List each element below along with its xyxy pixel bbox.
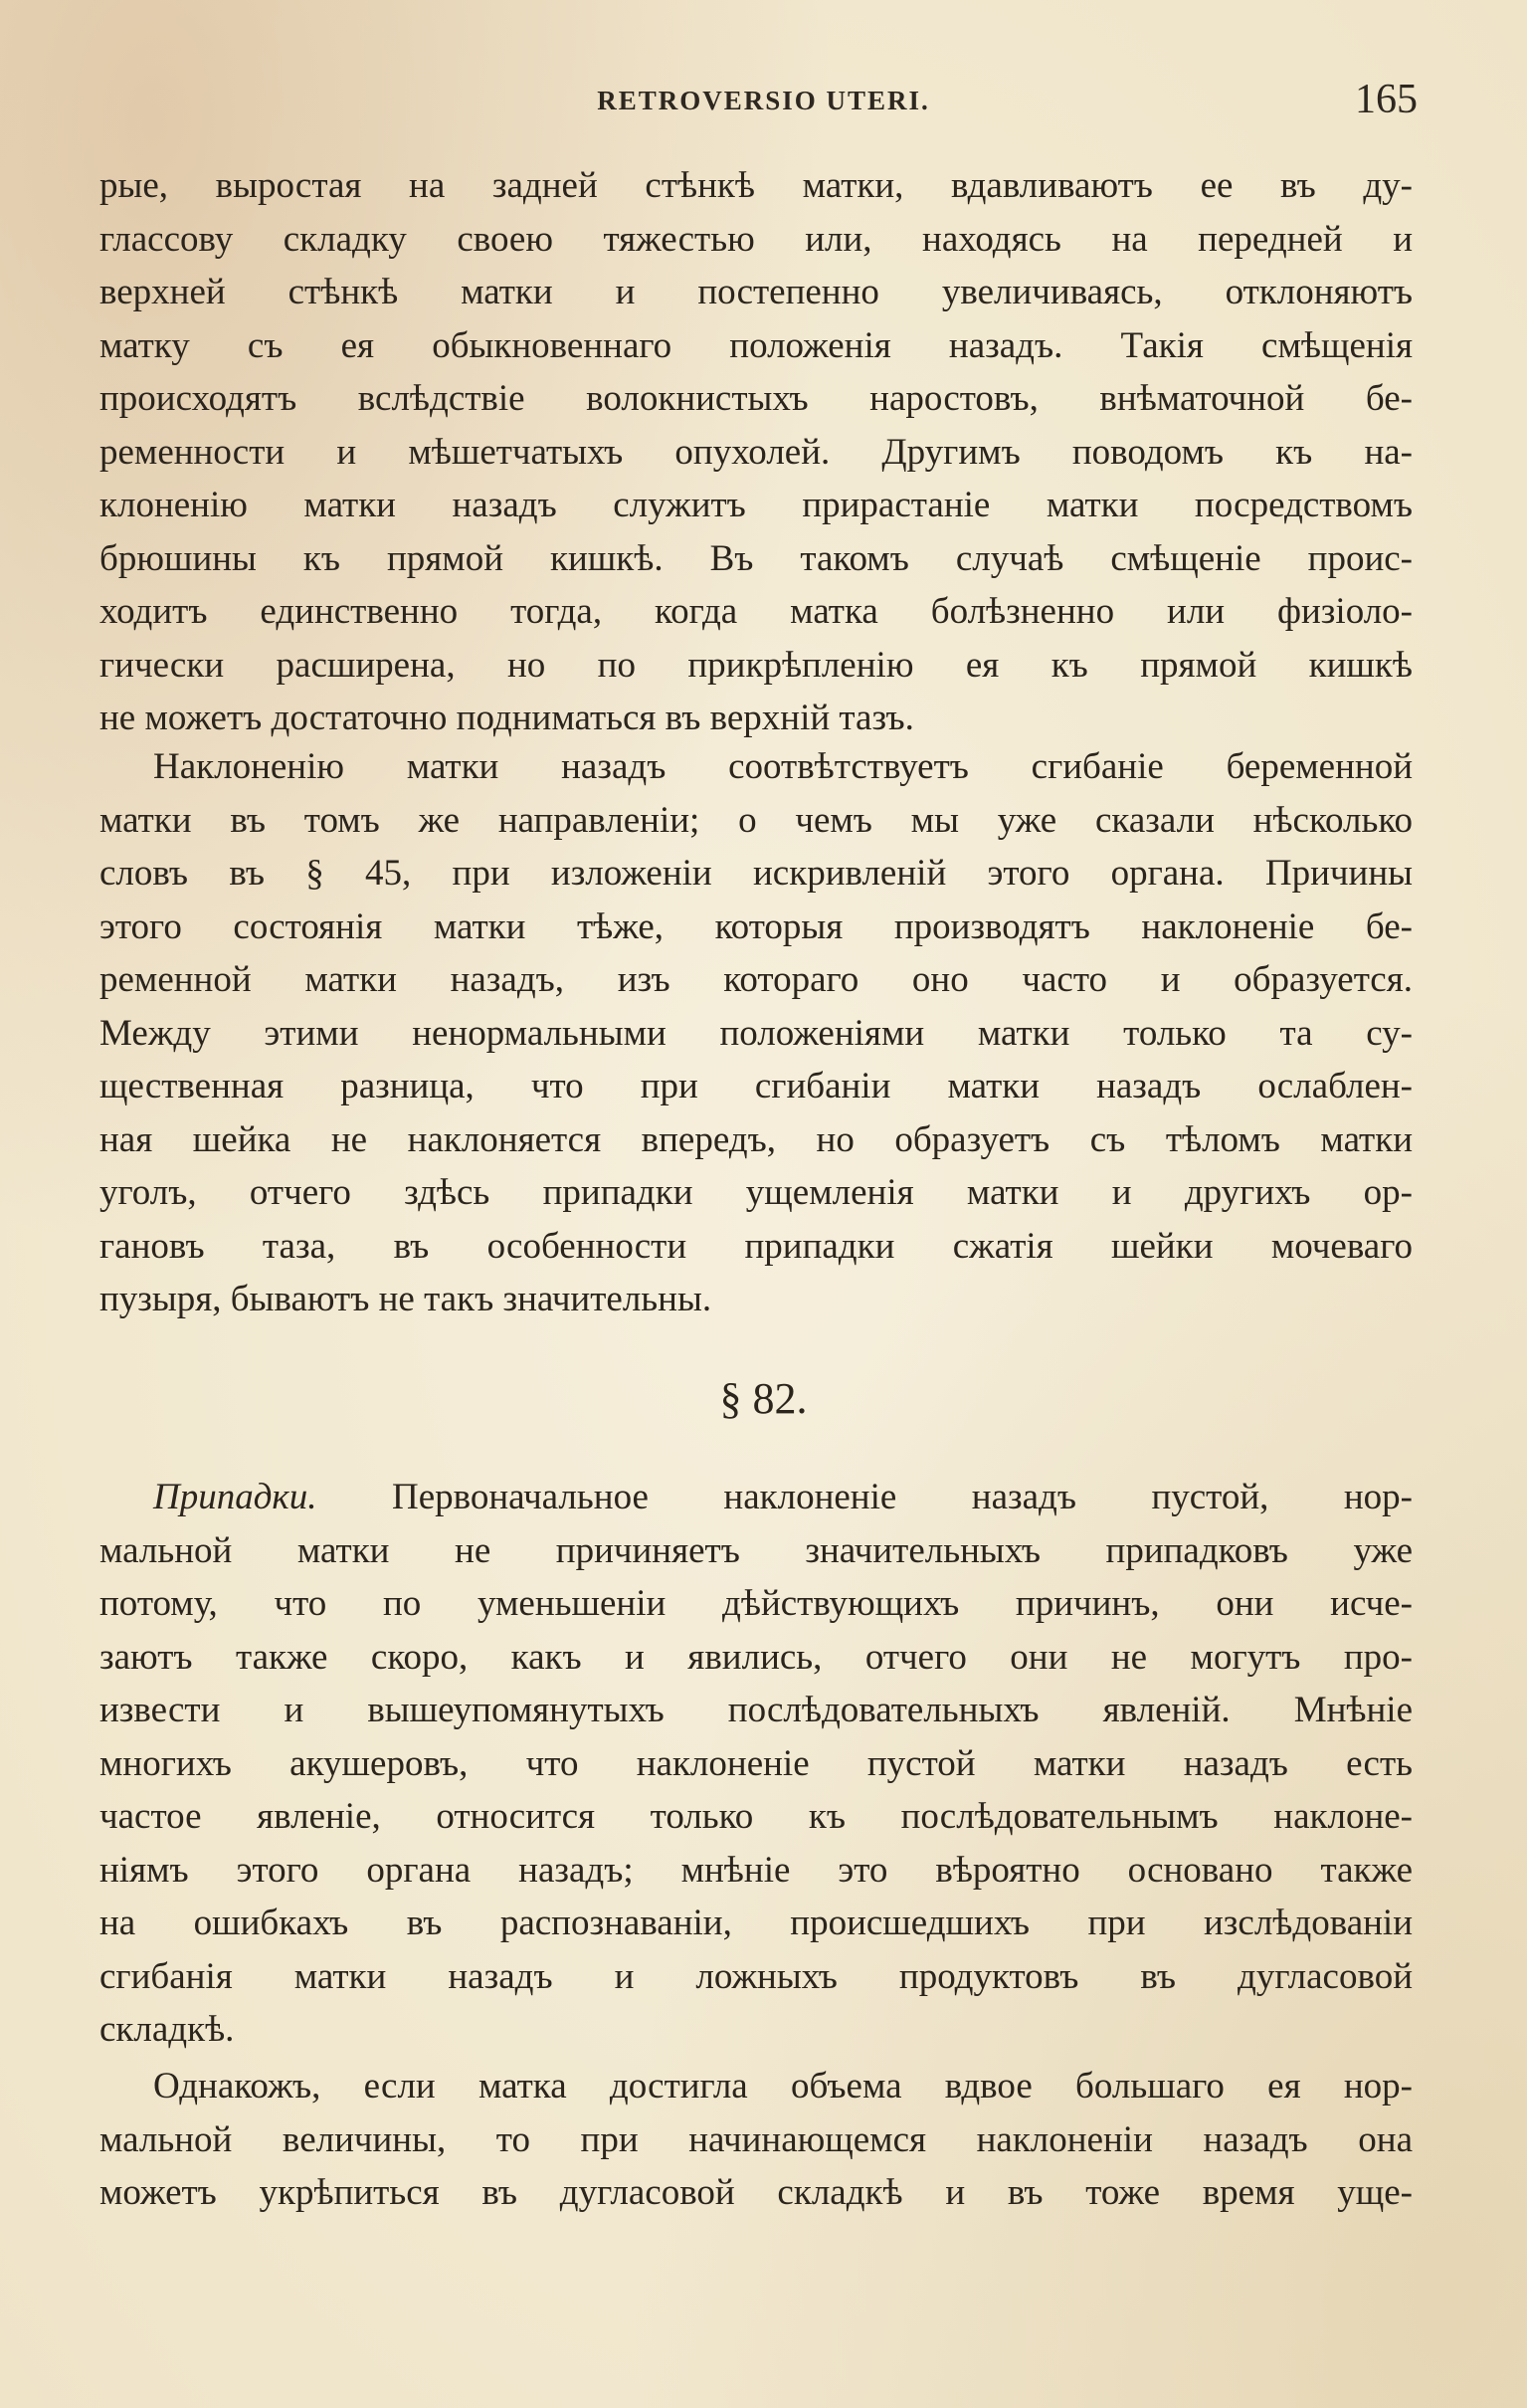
text-line: матку съ ея обыкновеннаго положенія назадъ. Такія смѣщенія <box>99 324 1413 366</box>
text-line: сгибанія матки назадъ и ложныхъ продуктовъ въ дугласовой <box>99 1955 1413 1997</box>
text-line: извести и вышеупомянутыхъ послѣдовательныхъ явленій. Мнѣніе <box>99 1690 1413 1730</box>
text-line: Между этими ненормальными положеніями матки только та су- <box>99 1012 1413 1054</box>
text-line: потому, что по уменьшеніи дѣйствующихъ причинъ, они исче- <box>99 1583 1413 1624</box>
text-line: происходятъ вслѣдствіе волокнистыхъ наростовъ, внѣматочной бе- <box>99 378 1413 419</box>
text-line: ременности и мѣшетчатыхъ опухолей. Другимъ поводомъ къ на- <box>99 431 1413 473</box>
text-line: складкѣ. <box>99 2009 235 2050</box>
text-line: ная шейка не наклоняется впередъ, но образуетъ съ тѣломъ матки <box>99 1118 1413 1160</box>
text-line: Однакожъ, если матка достигла объема вдвое большаго ея нор- <box>153 2066 1413 2107</box>
text-line: ніямъ этого органа назадъ; мнѣніе это вѣроятно основано также <box>99 1849 1413 1891</box>
paragraph-1 <box>99 159 1413 745</box>
text-line: многихъ акушеровъ, что наклоненіе пустой матки назадъ есть <box>99 1742 1413 1784</box>
text-line: уголъ, отчего здѣсь припадки ущемленія матки и другихъ ор- <box>99 1172 1413 1213</box>
paragraph-3 <box>99 1471 1413 2057</box>
text-line: мальной матки не причиняетъ значительныхъ припадковъ уже <box>99 1529 1413 1571</box>
text-line: рые, выростая на задней стѣнкѣ матки, вдавливаютъ ее въ ду- <box>99 165 1413 206</box>
text-line: гически расширена, но по прикрѣпленію ея къ прямой кишкѣ <box>99 644 1413 686</box>
page-number: 165 <box>1355 77 1418 122</box>
text-line-rest: Первоначальное наклоненіе назадъ пустой, нор- <box>391 1477 1413 1517</box>
text-line: Наклоненію матки назадъ соотвѣтствуетъ сгибаніе беременной <box>153 746 1413 787</box>
text-line: клоненію матки назадъ служитъ прирастаніе матки посредствомъ <box>99 485 1413 525</box>
text-line: ременной матки назадъ, изъ котораго оно часто и образуется. <box>99 959 1413 1000</box>
text-line: этого состоянія матки тѣже, которыя производятъ наклоненіе бе- <box>99 905 1413 947</box>
text-line: глассову складку своею тяжестью или, находясь на передней и <box>99 218 1413 260</box>
text-line: мальной величины, то при начинающемся наклоненіи назадъ она <box>99 2118 1413 2160</box>
text-line: пузыря, бываютъ не такъ значительны. <box>99 1279 712 1319</box>
text-line: не можетъ достаточно подниматься въ верхній тазъ. <box>99 698 914 738</box>
paragraph-2 <box>99 740 1413 1326</box>
page-header <box>99 72 1428 131</box>
text-line: частое явленіе, относится только къ послѣдовательнымъ наклоне- <box>99 1796 1413 1837</box>
text-line: гановъ таза, въ особенности припадки сжатія шейки мочеваго <box>99 1225 1413 1267</box>
text-line: верхней стѣнкѣ матки и постепенно увеличиваясь, отклоняютъ <box>99 272 1413 312</box>
text-line: матки въ томъ же направленіи; о чемъ мы уже сказали нѣсколько <box>99 799 1413 841</box>
text-line: ходитъ единственно тогда, когда матка болѣзненно или физіоло- <box>99 591 1413 632</box>
text-line: словъ въ § 45, при изложеніи искривленій этого органа. Причины <box>99 853 1413 894</box>
text-line: щественная разница, что при сгибаніи матки назадъ ослаблен- <box>99 1066 1413 1106</box>
running-head: RETROVERSIO UTERI. <box>597 86 930 115</box>
text-line: заютъ также скоро, какъ и явились, отчего они не могутъ про- <box>99 1636 1413 1678</box>
paragraph-lead: Припадки. <box>153 1477 317 1517</box>
text-line <box>99 1471 1413 1524</box>
text-line: брюшины къ прямой кишкѣ. Въ такомъ случаѣ смѣщеніе проис- <box>99 537 1413 579</box>
text-line: на ошибкахъ въ распознаваніи, происшедшихъ при изслѣдованіи <box>99 1903 1413 1943</box>
text-line: можетъ укрѣпиться въ дугласовой складкѣ и въ тоже время уще- <box>99 2172 1413 2213</box>
section-heading: § 82. <box>719 1374 808 1423</box>
paragraph-4 <box>99 2060 1413 2220</box>
